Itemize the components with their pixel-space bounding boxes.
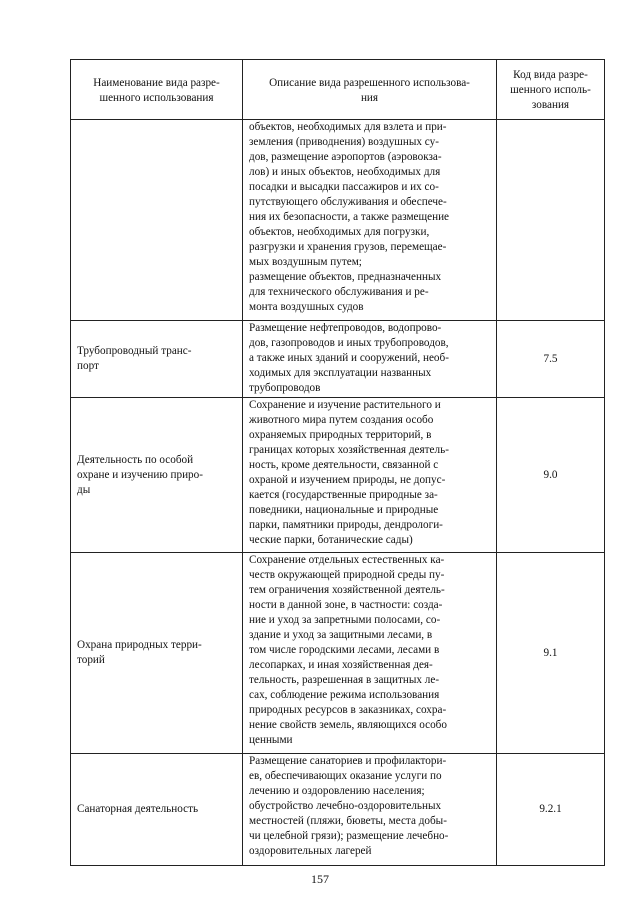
cell-code: 9.2.1 [497,754,605,866]
cell-code [497,120,605,321]
cell-name: Деятельность по особой охране и изучению приро- ды [71,398,243,553]
header-code: Код вида разре- шенного исполь- зования [497,60,605,120]
table-row [71,120,605,321]
cell-code: 9.0 [497,398,605,553]
cell-name: Санаторная деятельность [71,754,243,866]
cell-description: Размещение санаториев и профилактори- ев, обеспечивающих оказание услуги по лечению и оздоровлению населения; обустройство лечебно-оздоровительных местностей (пляжи, бюветы, места добы- чи целебной грязи); размещение лечебно- оздоровительных лагерей [243,754,497,866]
cell-code: 9.1 [497,553,605,754]
cell-description: Размещение нефтепроводов, водопрово- дов, газопроводов и иных трубопроводов, а также иных зданий и сооружений, необ- ходимых для эксплуатации названных трубопроводов [243,321,497,398]
table-row [71,321,605,398]
page-number: 157 [311,872,329,886]
cell-name [71,120,243,321]
cell-description: Сохранение отдельных естественных ка- честв окружающей природной среды пу- тем ограничения хозяйственной деятель- ности в данной зоне, в частности: созда- ние и уход за запретными полосами, со- здание и уход за защитными лесами, в том числе городскими лесами, лесами в лесопарках, и иная хозяйственная дея- тельность, разрешенная в защитных ле- сах, соблюдение режима использования природных ресурсов в заказниках, сохра- нение свойств земель, являющихся особо ценными [243,553,497,754]
table-row [71,553,605,754]
header-name: Наименование вида разре- шенного использования [71,60,243,120]
cell-name: Трубопроводный транс- порт [71,321,243,398]
header-description: Описание вида разрешенного использова- ния [243,60,497,120]
table-header-row [71,60,605,120]
cell-code: 7.5 [497,321,605,398]
table-row [71,754,605,866]
permitted-use-table [70,59,605,866]
document-page [70,59,604,866]
cell-description: Сохранение и изучение растительного и животного мира путем создания особо охраняемых природных территорий, в границах которых хозяйственная деятель- ность, кроме деятельности, связанной с охраной и изучением природы, не допус- кается (государственные природные за- поведники, национальные и природные парки, памятники природы, дендрологи- ческие парки, ботанические сады) [243,398,497,553]
table-row [71,398,605,553]
cell-name: Охрана природных терри- торий [71,553,243,754]
cell-description: объектов, необходимых для взлета и при- земления (приводнения) воздушных су- дов, размещение аэропортов (аэровокза- лов) и иных объектов, необходимых для посадки и высадки пассажиров и их со- путствующего обслуживания и обеспече- ния их безопасности, а также размещение объектов, необходимых для погрузки, разгрузки и хранения грузов, перемещае- мых воздушным путем; размещение объектов, предназначенных для технического обслуживания и ре- монта воздушных судов [243,120,497,321]
